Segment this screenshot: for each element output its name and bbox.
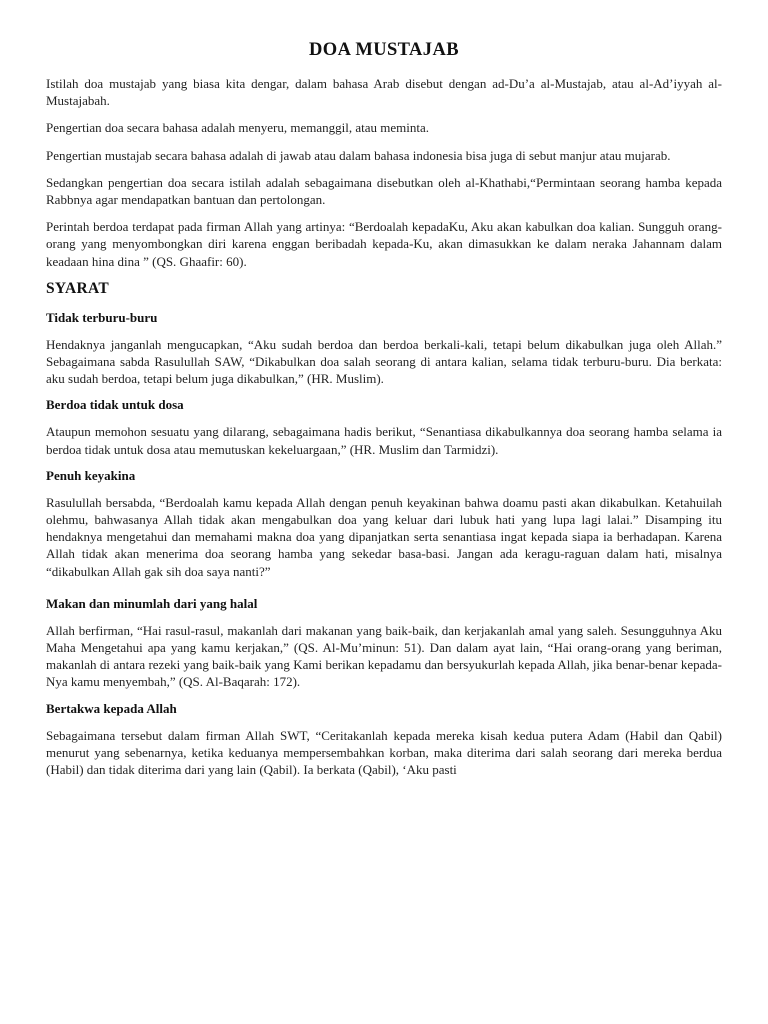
condition-text-1: Hendaknya janganlah mengucapkan, “Aku sudah berdoa dan berdoa berkali-kali, tetapi belum dikabulkan juga oleh Allah.” Sebagaimana sabda Rasulullah SAW, “Dikabulkan doa salah seorang di antara kalian, selama tidak terburu-buru. Dia berkata: aku sudah berdoa, tetapi belum juga dikabulkan,” (HR. Muslim). <box>46 336 722 387</box>
intro-paragraph-1: Istilah doa mustajab yang biasa kita dengar, dalam bahasa Arab disebut dengan ad-Du’a al-Mustajab, atau al-Ad’iyyah al-Mustajabah. <box>46 76 722 109</box>
condition-heading-4: Makan dan minumlah dari yang halal <box>46 595 258 611</box>
condition-heading-1: Tidak terburu-buru <box>46 309 158 325</box>
condition-heading-3: Penuh keyakina <box>46 467 136 483</box>
intro-paragraph-3: Pengertian mustajab secara bahasa adalah di jawab atau dalam bahasa indonesia bisa juga di sebut manjur atau mujarab. <box>46 147 671 163</box>
condition-text-2: Ataupun memohon sesuatu yang dilarang, sebagaimana hadis berikut, “Senantiasa dikabulkannya doa seorang hamba selama ia berdoa tidak untuk dosa atau memutuskan kekeluargaan,” (HR. Muslim dan Tarmidzi). <box>46 424 722 457</box>
document-title: DOA MUSTAJAB <box>309 40 459 60</box>
intro-paragraph-5: Perintah berdoa terdapat pada firman Allah yang artinya: “Berdoalah kepadaKu, Aku akan kabulkan doa kalian. Sungguh orang-orang yang menyombongkan diri karena enggan beribadah kepada-Ku, akan dimasukkan ke dalam neraka Jahannam dalam keadaan hina dina ” (QS. Ghaafir: 60). <box>46 219 722 269</box>
intro-paragraph-2: Pengertian doa secara bahasa adalah menyeru, memanggil, atau meminta. <box>46 120 429 136</box>
intro-paragraph-4: Sedangkan pengertian doa secara istilah adalah sebagaimana disebutkan oleh al-Khathabi,“Permintaan seorang hamba kepada Rabbnya agar mendapatkan bantuan dan pertolongan. <box>46 174 722 208</box>
condition-text-4: Allah berfirman, “Hai rasul-rasul, makanlah dari makanan yang baik-baik, dan kerjakanlah amal yang saleh. Sesungguhnya Aku Maha Mengetahui apa yang kamu kerjakan,” (QS. Al-Mu’minun: 51). Dan dalam ayat lain, “Hai orang-orang yang beriman, makanlah di antara rezeki yang baik-baik yang Kami berikan kepadamu dan bersyukurlah kepada Allah, jika benar-benar kepada-Nya kamu menyembah,” (QS. Al-Baqarah: 172). <box>46 622 722 690</box>
condition-heading-5: Bertakwa kepada Allah <box>46 700 177 716</box>
condition-text-5: Sebagaimana tersebut dalam firman Allah SWT, “Ceritakanlah kepada mereka kisah kedua putera Adam (Habil dan Qabil) menurut yang sebenarnya, ketika keduanya mempersembahkan korban, maka diterima dari salah seorang dari mereka berdua (Habil) dan tidak diterima dari yang lain (Qabil). Ia berkata (Qabil), ‘Aku pasti <box>46 727 722 778</box>
section-heading-syarat: SYARAT <box>46 279 109 297</box>
condition-text-3: Rasulullah bersabda, “Berdoalah kamu kepada Allah dengan penuh keyakinan bahwa doamu pasti akan dikabulkan. Ketahuilah olehmu, bahwasanya Allah tidak akan mengabulkan doa yang keluar dari lubuk hati yang lupa lagi lalai.” Disamping itu hendaknya mengetahui dan memahami makna doa yang dipanjatkan serta senantiasa ingat kepada siapa ia berhadapan. Karena Allah tidak akan menerima doa seorang hamba yang sekedar basa-basi. Jangan ada keragu-raguan dalam hati, misalnya “dikabulkan Allah gak sih doa saya nanti?” <box>46 494 722 579</box>
condition-heading-2: Berdoa tidak untuk dosa <box>46 397 184 413</box>
